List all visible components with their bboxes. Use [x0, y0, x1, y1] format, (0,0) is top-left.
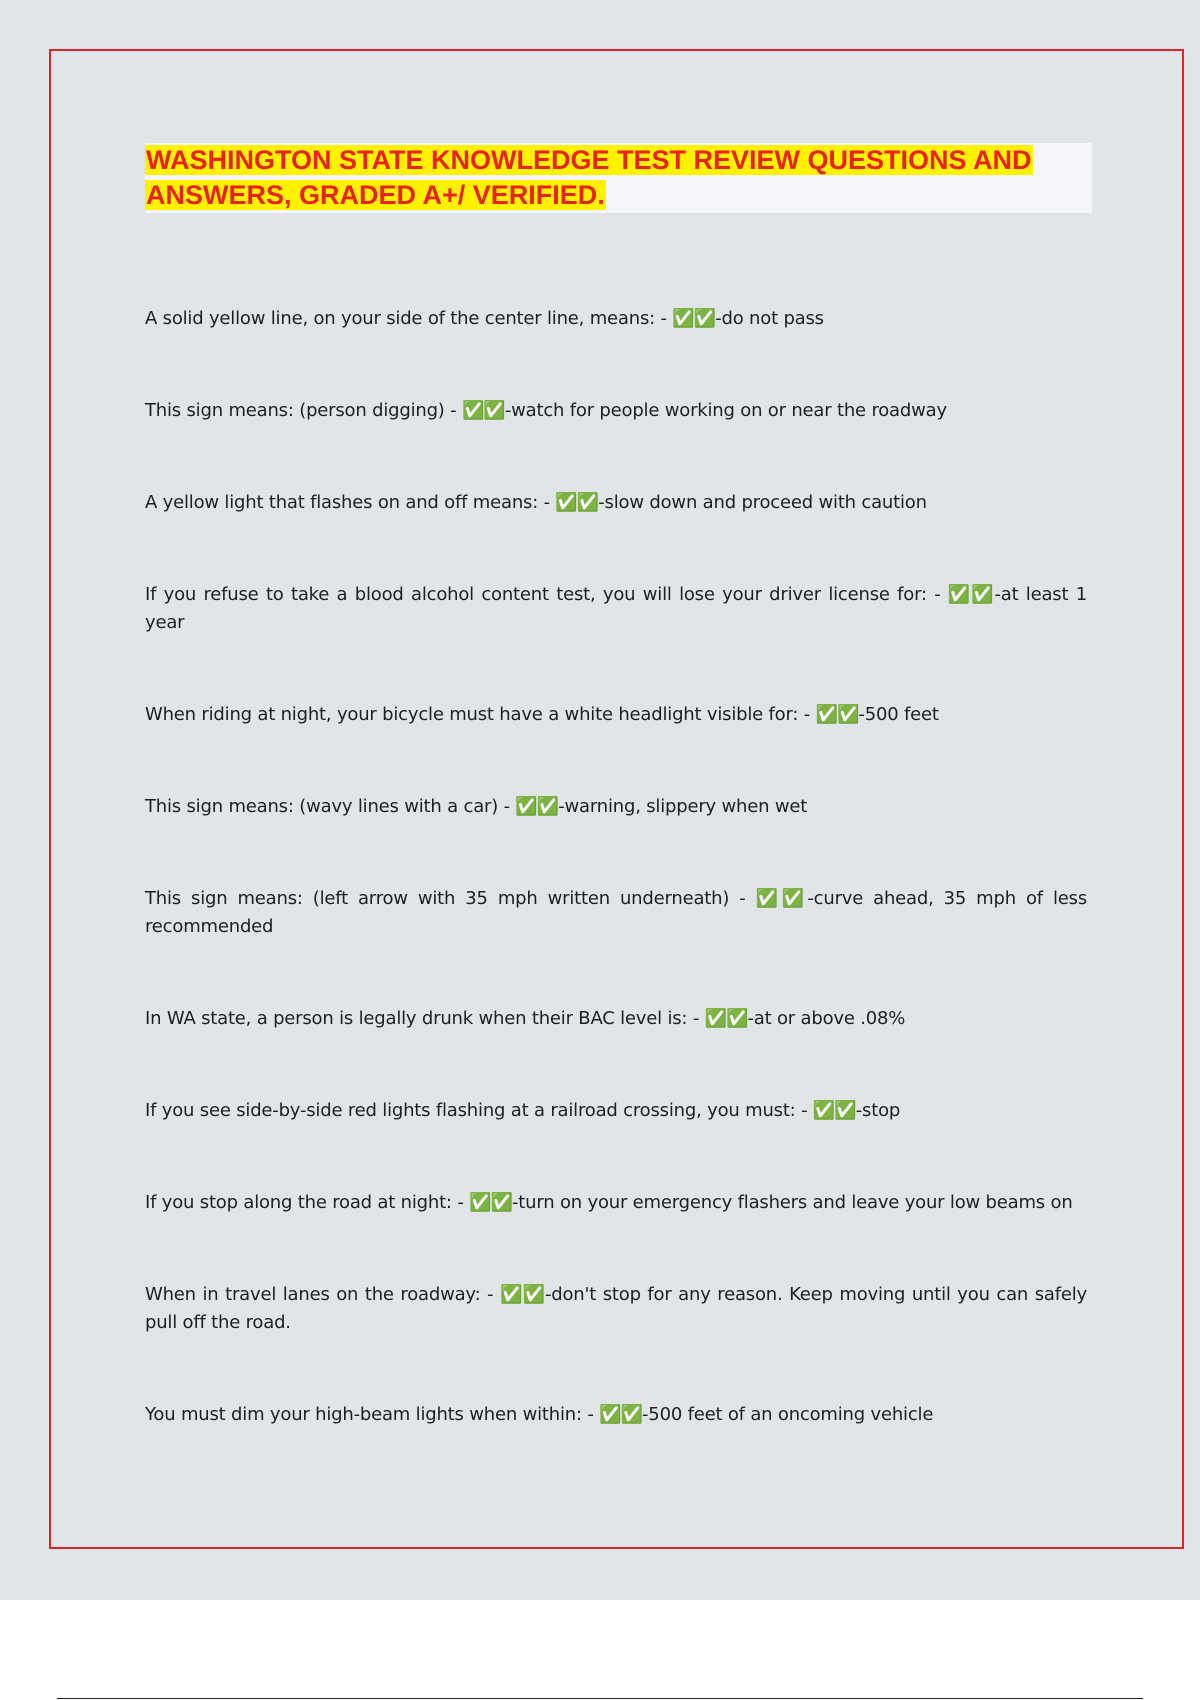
qa-separator: -	[444, 400, 462, 421]
qa-question: This sign means: (wavy lines with a car)	[145, 796, 499, 817]
double-check-icon: ✅✅	[515, 796, 559, 817]
qa-separator: -	[795, 1100, 813, 1121]
double-check-icon: ✅✅	[947, 584, 995, 605]
qa-item	[145, 1097, 1087, 1125]
double-check-icon: ✅✅	[599, 1404, 643, 1425]
qa-answer: -watch for people working on or near the roadway	[504, 400, 947, 421]
qa-item	[145, 305, 1087, 333]
qa-item	[145, 1189, 1087, 1217]
document-title	[145, 143, 1092, 213]
double-check-icon: ✅✅	[815, 704, 859, 725]
double-check-icon: ✅✅	[461, 400, 505, 421]
bottom-divider	[57, 1698, 1143, 1699]
qa-question: If you refuse to take a blood alcohol content test, you will lose your driver license for:	[145, 584, 927, 605]
double-check-icon: ✅✅	[469, 1192, 512, 1213]
qa-answer: -do not pass	[715, 308, 824, 329]
qa-item	[145, 581, 1087, 637]
double-check-icon: ✅✅	[755, 888, 808, 909]
qa-answer: -don't stop for any reason. Keep moving until you can safely pull off the road.	[145, 1284, 1088, 1333]
qa-separator: -	[480, 1284, 500, 1305]
qa-item	[145, 1005, 1087, 1033]
double-check-icon: ✅✅	[672, 308, 716, 329]
qa-separator: -	[655, 308, 673, 329]
qa-item	[145, 1401, 1087, 1429]
qa-question: You must dim your high-beam lights when within:	[145, 1404, 582, 1425]
double-check-icon: ✅✅	[812, 1100, 856, 1121]
qa-item	[145, 489, 1087, 517]
qa-question: A yellow light that flashes on and off means:	[145, 492, 539, 513]
qa-item	[145, 397, 1087, 425]
qa-separator: -	[538, 492, 556, 513]
qa-answer: -500 feet of an oncoming vehicle	[642, 1404, 934, 1425]
qa-answer: -warning, slippery when wet	[558, 796, 808, 817]
qa-separator: -	[729, 888, 756, 909]
qa-separator: -	[926, 584, 948, 605]
qa-item	[145, 1281, 1087, 1337]
double-check-icon: ✅✅	[555, 492, 599, 513]
qa-item	[145, 793, 1087, 821]
qa-answer: -500 feet	[858, 704, 939, 725]
qa-separator: -	[798, 704, 816, 725]
qa-answer: -at least 1 year	[145, 584, 1087, 633]
qa-separator: -	[581, 1404, 600, 1425]
qa-question: A solid yellow line, on your side of the center line, means:	[145, 308, 656, 329]
qa-question: This sign means: (person digging)	[145, 400, 445, 421]
double-check-icon: ✅✅	[704, 1008, 748, 1029]
qa-separator: -	[498, 796, 516, 817]
qa-answer: -turn on your emergency flashers and leave your low beams on	[511, 1192, 1073, 1213]
qa-separator: -	[687, 1008, 705, 1029]
qa-item	[145, 885, 1087, 941]
qa-separator: -	[451, 1192, 470, 1213]
qa-answer: -curve ahead, 35 mph of less recommended	[145, 888, 1087, 937]
qa-answer: -at or above .08%	[747, 1008, 906, 1029]
qa-question: If you see side-by-side red lights flashing at a railroad crossing, you must:	[145, 1100, 796, 1121]
qa-answer: -slow down and proceed with caution	[598, 492, 927, 513]
qa-list	[145, 305, 1087, 1429]
qa-question: When riding at night, your bicycle must have a white headlight visible for:	[145, 704, 799, 725]
qa-answer: -stop	[855, 1100, 901, 1121]
title-block	[145, 143, 1092, 213]
title-highlight: WASHINGTON STATE KNOWLEDGE TEST REVIEW QUESTIONS AND ANSWERS, GRADED A+/ VERIFIED.	[146, 145, 1032, 210]
qa-question: If you stop along the road at night:	[145, 1192, 452, 1213]
qa-question: In WA state, a person is legally drunk when their BAC level is:	[145, 1008, 688, 1029]
double-check-icon: ✅✅	[499, 1284, 545, 1305]
qa-question: This sign means: (left arrow with 35 mph written underneath)	[145, 888, 730, 909]
qa-question: When in travel lanes on the roadway:	[145, 1284, 481, 1305]
qa-item	[145, 701, 1087, 729]
